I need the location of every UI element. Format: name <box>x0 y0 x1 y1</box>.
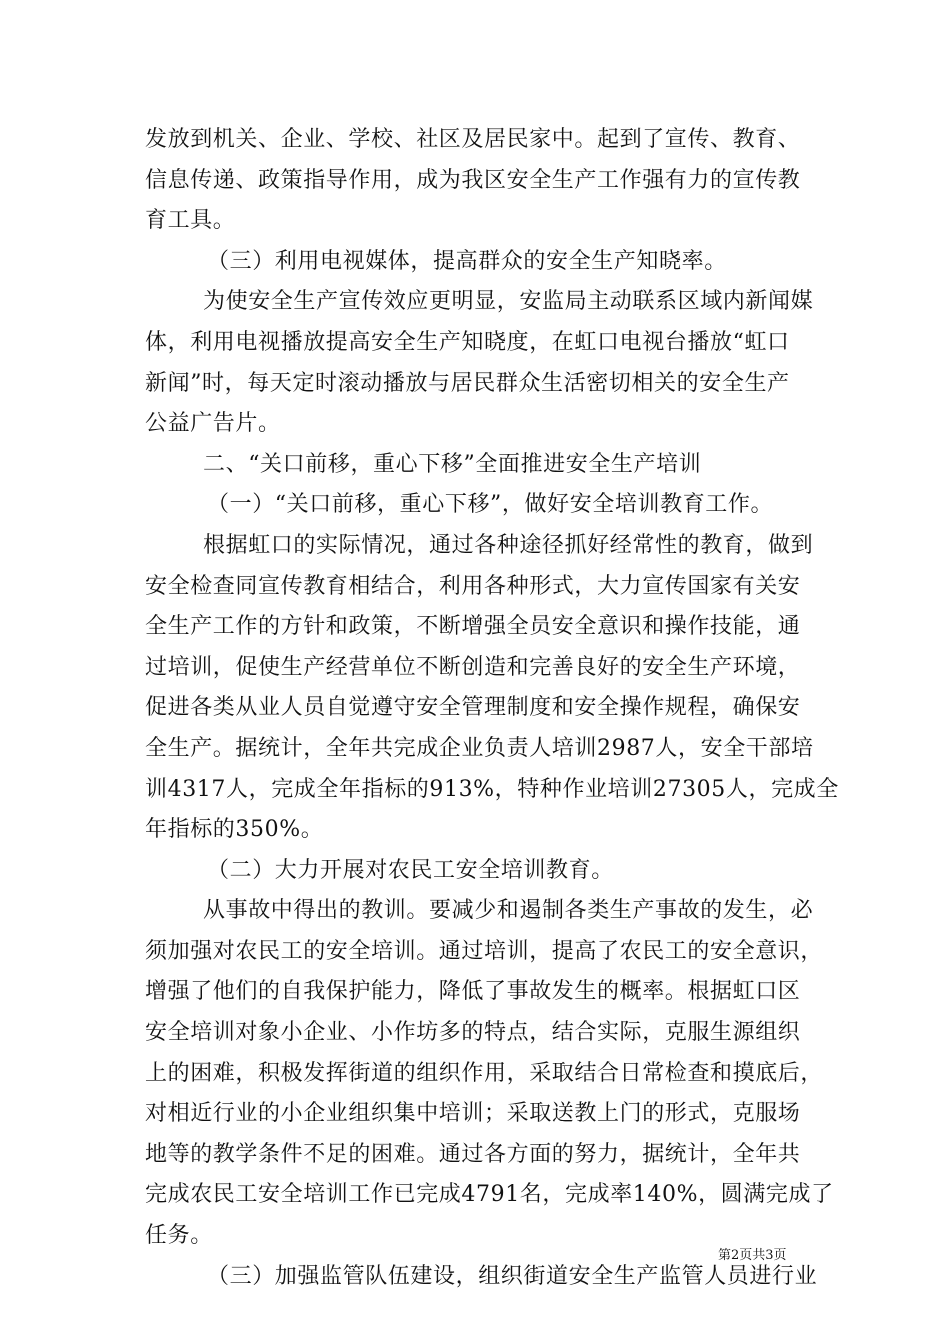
text-line: 任务。 <box>145 1223 213 1249</box>
text-line: 根据虹口的实际情况，通过各种途径抓好经常性的教育，做到 <box>203 532 814 558</box>
text-line: 安全培训对象小企业、小作坊多的特点，结合实际，克服生源组织 <box>145 1020 801 1046</box>
text-line: 体，利用电视播放提高安全生产知晓度，在虹口电视台播放“虹口 <box>145 329 790 355</box>
text-line: 上的困难，积极发挥街道的组织作用，采取结合日常检查和摸底后， <box>145 1060 824 1086</box>
text-line: 促进各类从业人员自觉遵守安全管理制度和安全操作规程，确保安 <box>145 695 801 721</box>
page-number-footer: 第2页共3页 <box>718 1248 787 1263</box>
text-line: 二、“关口前移，重心下移”全面推进安全生产培训 <box>203 451 702 477</box>
text-line: 地等的教学条件不足的困难。通过各方面的努力，据统计，全年共 <box>145 1141 801 1167</box>
text-line: 增强了他们的自我保护能力，降低了事故发生的概率。根据虹口区 <box>145 979 801 1005</box>
text-line: 为使安全生产宣传效应更明显，安监局主动联系区域内新闻媒 <box>203 289 814 315</box>
document-body <box>145 120 839 1297</box>
text-line: 过培训，促使生产经营单位不断创造和完善良好的安全生产环境， <box>145 654 801 680</box>
text-line: 对相近行业的小企业组织集中培训；采取送教上门的形式，克服场 <box>145 1101 801 1127</box>
text-line: 公益广告片。 <box>145 411 281 437</box>
text-line: 信息传递、政策指导作用，成为我区安全生产工作强有力的宣传教 <box>145 167 801 193</box>
text-line: 发放到机关、企业、学校、社区及居民家中。起到了宣传、教育、 <box>145 127 801 152</box>
text-line: 年指标的350%。 <box>145 817 324 843</box>
text-line: （三）利用电视媒体，提高群众的安全生产知晓率。 <box>207 248 727 274</box>
text-line: 从事故中得出的教训。要减少和遏制各类生产事故的发生，必 <box>203 898 814 924</box>
text-line: （三）加强监管队伍建设，组织街道安全生产监管人员进行业 <box>207 1263 818 1289</box>
text-line: 全生产工作的方针和政策，不断增强全员安全意识和操作技能，通 <box>145 614 801 640</box>
text-line: 安全检查同宣传教育相结合，利用各种形式，大力宣传国家有关安 <box>145 573 801 599</box>
text-line: （二）大力开展对农民工安全培训教育。 <box>207 857 614 883</box>
text-line: 训4317人，完成全年指标的913%，特种作业培训27305人，完成全 <box>145 776 839 802</box>
text-line: 育工具。 <box>145 208 236 234</box>
text-line: 须加强对农民工的安全培训。通过培训，提高了农民工的安全意识， <box>145 938 824 964</box>
text-line: 全生产。据统计，全年共完成企业负责人培训2987人，安全干部培 <box>145 735 814 761</box>
text-line: （一）“关口前移，重心下移”，做好安全培训教育工作。 <box>207 492 774 518</box>
text-line: 新闻”时，每天定时滚动播放与居民群众生活密切相关的安全生产 <box>145 370 790 396</box>
text-line: 完成农民工安全培训工作已完成4791名，完成率140%，圆满完成了 <box>145 1182 834 1208</box>
